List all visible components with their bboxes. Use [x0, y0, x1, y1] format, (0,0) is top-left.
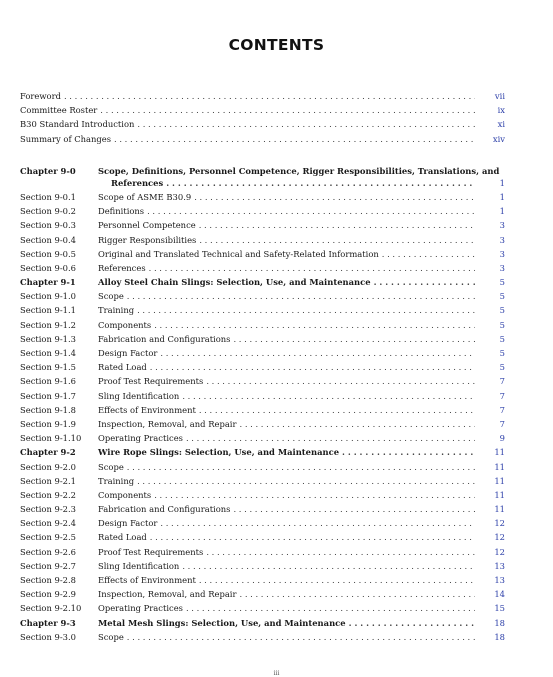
toc-section-9-0-6[interactable] [20, 261, 505, 275]
section-title: Sling Identification [98, 560, 180, 571]
page-number[interactable]: 3 [499, 234, 505, 245]
section-label: Section 9-3.0 [20, 631, 77, 642]
section-title: Training [98, 305, 135, 316]
dot-leader [124, 460, 475, 474]
section-label: Section 9-1.7 [20, 390, 77, 401]
dot-leader [203, 545, 475, 559]
section-title: Proof Test Requirements [98, 546, 204, 557]
page-number[interactable]: 12 [494, 546, 505, 557]
section-label: Section 9-1.10 [20, 433, 82, 444]
toc-section-9-0-3[interactable] [20, 218, 505, 232]
toc-chapter-9-0[interactable] [20, 165, 505, 177]
toc-entry-committee-roster[interactable] [20, 103, 505, 117]
toc-section-9-1-9[interactable] [20, 417, 505, 431]
section-label: Section 9-1.6 [20, 376, 77, 387]
entry-text: Foreword [20, 90, 61, 101]
chapter-title-line2: References [111, 178, 164, 188]
dot-leader [196, 573, 475, 587]
dot-leader [134, 117, 475, 131]
dot-leader [196, 403, 475, 417]
section-label: Section 9-0.4 [20, 234, 77, 245]
toc-section-9-0-2[interactable] [20, 204, 505, 218]
toc-section-9-2-1[interactable] [20, 474, 505, 488]
dot-leader [379, 247, 475, 261]
toc-section-9-0-4[interactable] [20, 233, 505, 247]
dot-leader [144, 204, 475, 218]
dot-leader [157, 516, 475, 530]
toc-section-9-2-0[interactable] [20, 460, 505, 474]
page-number[interactable]: 18 [494, 631, 505, 642]
page-number[interactable]: 5 [499, 277, 505, 288]
toc-entry-summary-of-changes[interactable] [20, 132, 505, 146]
page-number[interactable]: ix [497, 105, 505, 116]
chapter-label: Chapter 9-0 [20, 166, 76, 176]
section-title: Fabrication and Configurations [98, 504, 231, 515]
dot-leader [339, 445, 475, 459]
toc-section-9-2-9[interactable] [20, 587, 505, 601]
section-title: Training [98, 475, 135, 486]
page-number[interactable]: 5 [499, 362, 505, 373]
toc-section-9-1-10[interactable] [20, 431, 505, 445]
toc-section-9-1-2[interactable] [20, 318, 505, 332]
page-number[interactable]: 18 [494, 617, 505, 628]
page-number[interactable]: 5 [499, 348, 505, 359]
page-number[interactable]: 11 [494, 489, 505, 500]
chapter-label: Chapter 9-1 [20, 277, 76, 288]
section-label: Section 9-0.5 [20, 248, 77, 259]
section-label: Section 9-1.3 [20, 333, 77, 344]
page-number[interactable]: 7 [499, 418, 505, 429]
section-label: Section 9-0.1 [20, 191, 77, 202]
page-number[interactable]: 11 [494, 447, 505, 458]
toc-section-9-1-7[interactable] [20, 389, 505, 403]
page-number[interactable]: vii [494, 90, 505, 101]
page-number[interactable]: 13 [494, 560, 505, 571]
section-label: Section 9-2.3 [20, 504, 77, 515]
dot-leader [163, 177, 475, 190]
dot-leader [179, 389, 475, 403]
dot-leader [124, 630, 475, 644]
section-title: Definitions [98, 206, 145, 217]
section-title: Design Factor [98, 348, 158, 359]
toc-chapter-9-3[interactable] [20, 616, 505, 630]
page-number[interactable]: 3 [499, 262, 505, 273]
section-title: Effects of Environment [98, 404, 196, 415]
section-label: Section 9-2.7 [20, 560, 77, 571]
chapter-title: Wire Rope Slings: Selection, Use, and Maintenance [98, 447, 340, 458]
section-title: Proof Test Requirements [98, 376, 204, 387]
page-number[interactable]: 5 [499, 305, 505, 316]
section-title: Rated Load [98, 362, 147, 373]
section-label: Section 9-2.5 [20, 532, 77, 543]
section-label: Section 9-1.4 [20, 348, 77, 359]
dot-leader [237, 417, 476, 431]
page-number[interactable]: 15 [494, 603, 505, 614]
section-title: Fabrication and Configurations [98, 333, 231, 344]
entry-text: Committee Roster [20, 105, 98, 116]
page-number[interactable]: 7 [499, 376, 505, 387]
section-label: Section 9-1.2 [20, 319, 77, 330]
page-folio: iii [273, 670, 280, 677]
page-number[interactable]: 3 [499, 220, 505, 231]
toc-section-9-0-1[interactable] [20, 190, 505, 204]
dot-leader [183, 431, 475, 445]
section-label: Section 9-1.5 [20, 362, 77, 373]
entry-text: Summary of Changes [20, 133, 112, 144]
page-number[interactable]: 13 [494, 575, 505, 586]
section-title: Components [98, 319, 152, 330]
section-label: Section 9-2.4 [20, 518, 77, 529]
section-title: Design Factor [98, 518, 158, 529]
section-title: Scope of ASME B30.9 [98, 191, 192, 202]
dot-leader [183, 601, 475, 615]
toc-section-9-1-3[interactable] [20, 332, 505, 346]
page-number[interactable]: 7 [499, 390, 505, 401]
section-label: Section 9-2.0 [20, 461, 77, 472]
section-label: Section 9-1.8 [20, 404, 77, 415]
toc-section-9-1-0[interactable] [20, 289, 505, 303]
dot-leader [124, 289, 475, 303]
chapter-title-line1: Scope, Definitions, Personnel Competence, Rigger Responsibilities, Translations, and [98, 166, 500, 176]
dot-leader [134, 303, 475, 317]
dot-leader [179, 559, 475, 573]
dot-leader [237, 587, 476, 601]
page-number[interactable]: 12 [494, 532, 505, 543]
chapter-label: Chapter 9-3 [20, 617, 76, 628]
section-label: Section 9-1.1 [20, 305, 77, 316]
toc-section-9-2-7[interactable] [20, 559, 505, 573]
section-title: Scope [98, 461, 124, 472]
toc-section-9-2-10[interactable] [20, 601, 505, 615]
dot-leader [371, 275, 475, 289]
dot-leader [151, 318, 475, 332]
page-number[interactable]: 9 [499, 433, 505, 444]
section-title: Scope [98, 291, 124, 302]
toc-section-9-1-4[interactable] [20, 346, 505, 360]
toc-section-9-0-5[interactable] [20, 247, 505, 261]
page-number[interactable]: 14 [494, 589, 505, 600]
dot-leader [230, 502, 475, 516]
dot-leader [203, 374, 475, 388]
section-label: Section 9-2.6 [20, 546, 77, 557]
dot-leader [230, 332, 475, 346]
dot-leader [191, 190, 475, 204]
chapter-label: Chapter 9-2 [20, 447, 76, 458]
page-number[interactable]: 5 [499, 319, 505, 330]
page-number[interactable]: 3 [499, 248, 505, 259]
dot-leader [111, 132, 475, 146]
section-title: Effects of Environment [98, 575, 196, 586]
section-title: Inspection, Removal, and Repair [98, 589, 237, 600]
dot-leader [146, 261, 475, 275]
page-number[interactable]: 11 [494, 461, 505, 472]
dot-leader [346, 616, 475, 630]
dot-leader [147, 530, 475, 544]
chapter-title: Alloy Steel Chain Slings: Selection, Use, and Maintenance [98, 277, 371, 288]
section-title: Operating Practices [98, 603, 183, 614]
section-title: Personnel Competence [98, 220, 196, 231]
page-number[interactable]: xi [497, 119, 505, 130]
section-label: Section 9-2.8 [20, 575, 77, 586]
section-title: Operating Practices [98, 433, 183, 444]
toc-chapter-9-1[interactable] [20, 275, 505, 289]
section-label: Section 9-1.9 [20, 418, 77, 429]
toc-section-9-2-3[interactable] [20, 502, 505, 516]
section-label: Section 9-0.2 [20, 206, 77, 217]
toc-section-9-1-8[interactable] [20, 403, 505, 417]
page-number[interactable]: xiv [492, 133, 505, 144]
page-title: CONTENTS [228, 36, 325, 54]
toc-section-9-2-6[interactable] [20, 545, 505, 559]
dot-leader [196, 233, 475, 247]
toc-section-9-2-8[interactable] [20, 573, 505, 587]
toc-section-9-2-4[interactable] [20, 516, 505, 530]
toc-chapter-9-2[interactable] [20, 445, 505, 459]
toc-section-9-1-1[interactable] [20, 304, 505, 318]
section-label: Section 9-0.3 [20, 220, 77, 231]
section-label: Section 9-2.10 [20, 603, 82, 614]
toc-section-9-2-2[interactable] [20, 488, 505, 502]
section-title: Scope [98, 631, 124, 642]
toc-chapter-9-0-cont[interactable] [20, 177, 505, 190]
chapter-list [20, 165, 505, 644]
dot-leader [97, 103, 475, 117]
dot-leader [157, 346, 475, 360]
toc-entry-foreword[interactable] [20, 89, 505, 103]
section-title: Sling Identification [98, 390, 180, 401]
dot-leader [147, 360, 475, 374]
page-number[interactable]: 11 [494, 504, 505, 515]
page-number[interactable]: 5 [499, 333, 505, 344]
toc-section-9-3-0[interactable] [20, 630, 505, 644]
page-number[interactable]: 1 [499, 191, 505, 202]
section-title: Rated Load [98, 532, 147, 543]
dot-leader [61, 89, 475, 103]
section-label: Section 9-1.0 [20, 291, 77, 302]
dot-leader [134, 474, 475, 488]
section-title: Original and Translated Technical and Safety-Related Information [98, 248, 379, 259]
page-number[interactable]: 1 [499, 178, 505, 188]
section-title: Rigger Responsibilities [98, 234, 197, 245]
page-number[interactable]: 12 [494, 518, 505, 529]
toc-entry-standard-introduction[interactable] [20, 117, 505, 131]
toc-section-9-1-6[interactable] [20, 374, 505, 388]
page-number[interactable]: 1 [499, 206, 505, 217]
section-title: References [98, 262, 146, 273]
dot-leader [151, 488, 475, 502]
dot-leader [196, 218, 475, 232]
entry-text: B30 Standard Introduction [20, 119, 135, 130]
section-title: Components [98, 489, 152, 500]
chapter-title: Metal Mesh Slings: Selection, Use, and Maintenance [98, 617, 346, 628]
page-number[interactable]: 5 [499, 291, 505, 302]
section-label: Section 9-2.9 [20, 589, 77, 600]
section-label: Section 9-2.1 [20, 475, 77, 486]
page-number[interactable]: 7 [499, 404, 505, 415]
page-number[interactable]: 11 [494, 475, 505, 486]
section-title: Inspection, Removal, and Repair [98, 418, 237, 429]
section-label: Section 9-2.2 [20, 489, 77, 500]
toc-section-9-2-5[interactable] [20, 531, 505, 545]
section-label: Section 9-0.6 [20, 262, 77, 273]
toc-section-9-1-5[interactable] [20, 360, 505, 374]
front-matter-list [20, 89, 505, 146]
